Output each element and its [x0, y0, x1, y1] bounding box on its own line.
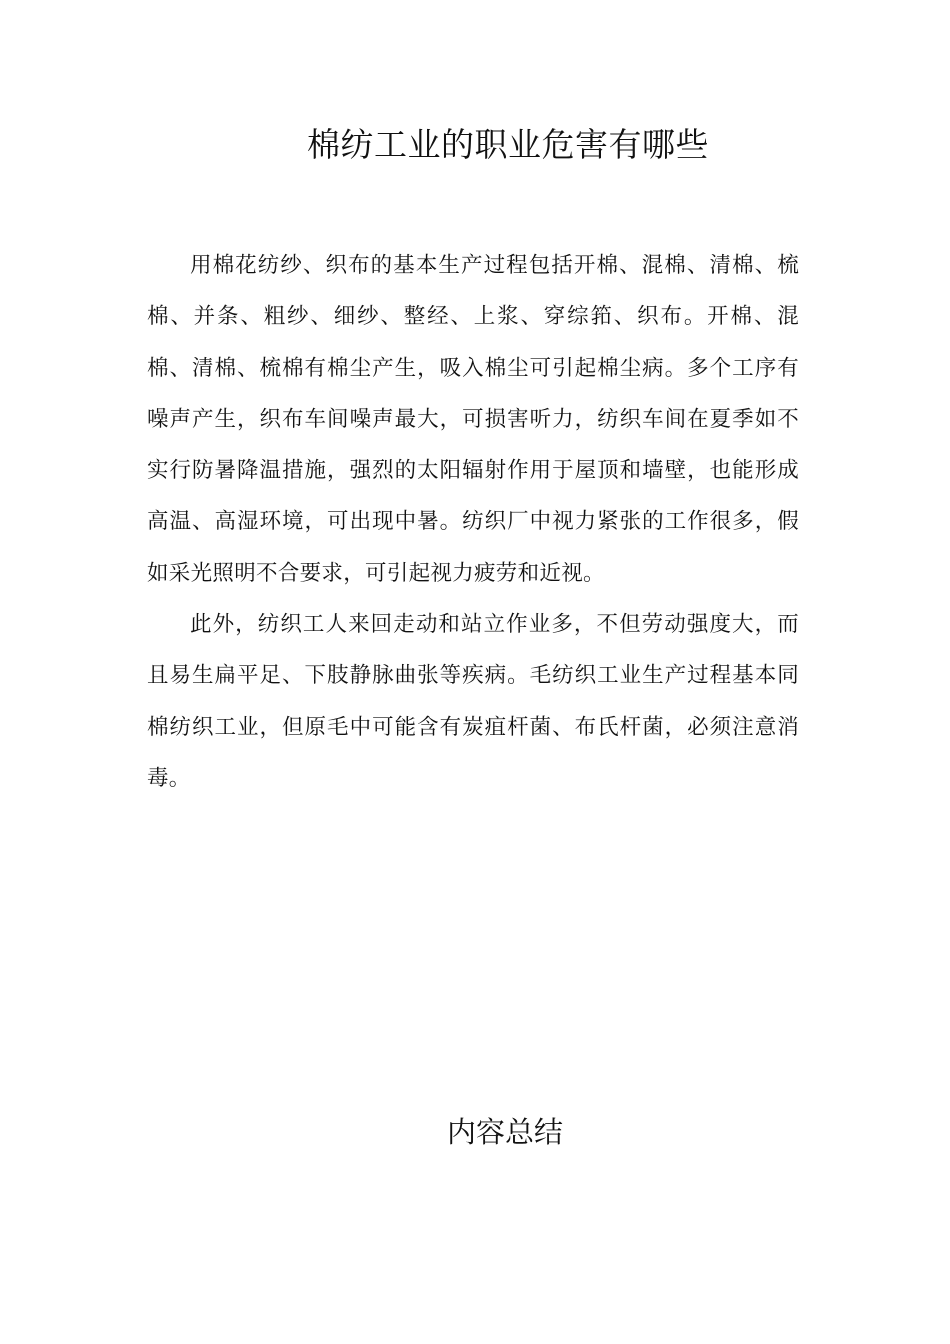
document-title: 棉纺工业的职业危害有哪些 — [307, 125, 709, 164]
paragraph-2: 此外，纺织工人来回走动和站立作业多，不但劳动强度大，而且易生扁平足、下肢静脉曲张等疾病。毛纺织工业生产过程基本同棉纺织工业，但原毛中可能含有炭疽杆菌、布氏杆菌，必须注意消毒。 — [147, 612, 799, 791]
summary-heading: 内容总结 — [446, 1115, 563, 1149]
document-body — [147, 240, 799, 804]
paragraph-1: 用棉花纺纱、织布的基本生产过程包括开棉、混棉、清棉、梳棉、并条、粗纱、细纱、整经、上浆、穿综筘、织布。开棉、混棉、清棉、梳棉有棉尘产生，吸入棉尘可引起棉尘病。多个工序有噪声产生，织布车间噪声最大，可损害听力，纺织车间在夏季如不实行防暑降温措施，强烈的太阳辐射作用于屋顶和墙壁，也能形成高温、高湿环境，可出现中暑。纺织厂中视力紧张的工作很多，假如采光照明不合要求，可引起视力疲劳和近视。 — [147, 253, 799, 586]
